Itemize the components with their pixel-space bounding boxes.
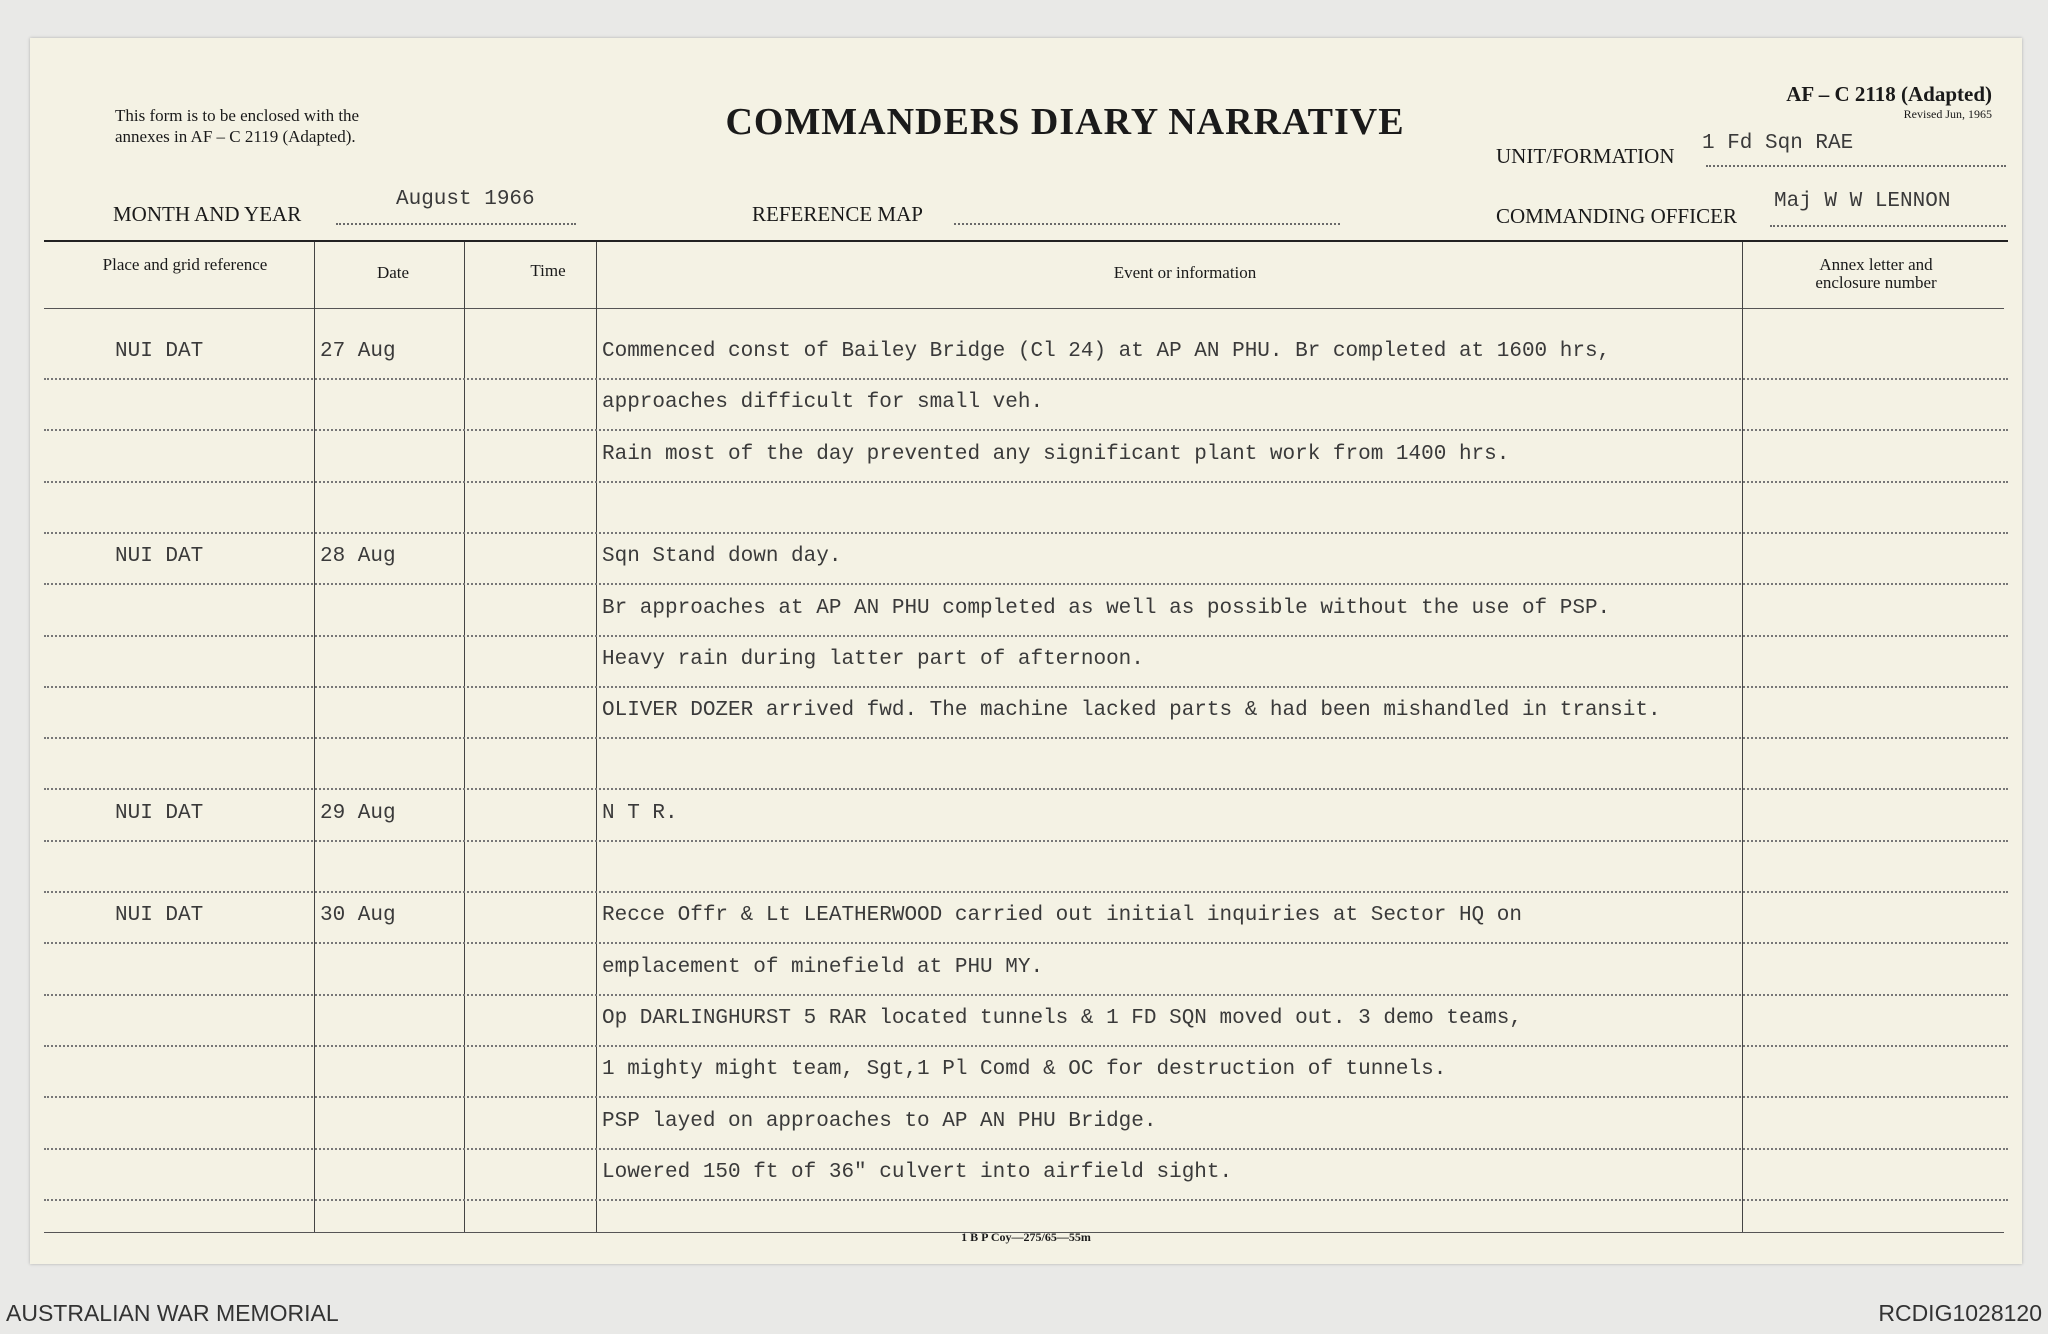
row-event-cell: OLIVER DOZER arrived fwd. The machine lacked parts & had been mishandled in transit. xyxy=(602,699,1661,723)
row-rule xyxy=(44,788,2008,790)
row-place-cell: NUI DAT xyxy=(115,545,204,569)
row-rule xyxy=(44,1045,2008,1047)
unit-formation-label: UNIT/FORMATION xyxy=(1496,144,1675,168)
column-header-date: Date xyxy=(376,263,410,282)
row-rule xyxy=(44,840,2008,842)
row-event-cell: 1 mighty might team, Sgt,1 Pl Comd & OC for destruction of tunnels. xyxy=(602,1058,1447,1082)
row-rule xyxy=(44,737,2008,739)
row-date-cell: 28 Aug xyxy=(320,545,396,569)
column-header-event: Event or information xyxy=(1113,263,1257,282)
row-event-cell: Br approaches at AP AN PHU completed as well as possible without the use of PSP. xyxy=(602,596,1611,620)
reference-map-label: REFERENCE MAP xyxy=(752,202,923,226)
enclosure-note xyxy=(115,105,359,147)
row-date-cell: 30 Aug xyxy=(320,904,396,928)
row-event-cell: Recce Offr & Lt LEATHERWOOD carried out initial inquiries at Sector HQ on xyxy=(602,904,1522,928)
diary-form-sheet xyxy=(30,38,2022,1264)
month-year-label: MONTH AND YEAR xyxy=(113,202,302,226)
table-top-rule xyxy=(44,240,2008,242)
row-event-cell: PSP layed on approaches to AP AN PHU Bridge. xyxy=(602,1109,1157,1133)
row-event-cell: Lowered 150 ft of 36" culvert into airfield sight. xyxy=(602,1160,1233,1184)
column-header-annex: Annex letter and enclosure number xyxy=(1815,255,1937,292)
row-rule xyxy=(44,583,2008,585)
form-title: COMMANDERS DIARY NARRATIVE xyxy=(725,101,1405,143)
enclosure-note-line1: This form is to be enclosed with the xyxy=(115,106,360,125)
row-event-cell: Op DARLINGHURST 5 RAR located tunnels & 1 FD SQN moved out. 3 demo teams, xyxy=(602,1006,1522,1030)
printer-mark: 1 B P Coy—275/65—55m xyxy=(961,1230,1091,1244)
commanding-officer-dotline xyxy=(1770,223,2006,227)
row-rule xyxy=(44,942,2008,944)
commanding-officer-label: COMMANDING OFFICER xyxy=(1496,204,1737,228)
unit-formation-value: 1 Fd Sqn RAE xyxy=(1702,132,1854,155)
row-event-cell: Sqn Stand down day. xyxy=(602,545,842,569)
row-rule xyxy=(44,1096,2008,1098)
row-rule xyxy=(44,686,2008,688)
archive-caption-right: RCDIG1028120 xyxy=(1878,1300,2042,1326)
archive-caption-left: AUSTRALIAN WAR MEMORIAL xyxy=(6,1300,339,1326)
month-year-value: August 1966 xyxy=(396,188,535,211)
enclosure-note-line2: annexes in AF – C 2119 (Adapted). xyxy=(115,127,356,146)
form-number: AF – C 2118 (Adapted) xyxy=(1786,82,1992,106)
row-rule xyxy=(44,429,2008,431)
row-place-cell: NUI DAT xyxy=(115,801,204,825)
row-event-cell: approaches difficult for small veh. xyxy=(602,391,1044,415)
row-rule xyxy=(44,1148,2008,1150)
month-year-dotline xyxy=(336,221,576,225)
row-event-cell: N T R. xyxy=(602,801,678,825)
row-rule xyxy=(44,635,2008,637)
row-rule xyxy=(44,532,2008,534)
row-date-cell: 29 Aug xyxy=(320,801,396,825)
header-underline xyxy=(44,308,2004,309)
row-date-cell: 27 Aug xyxy=(320,340,396,363)
row-event-cell: emplacement of minefield at PHU MY. xyxy=(602,955,1044,979)
unit-formation-dotline xyxy=(1706,163,2006,167)
row-rule xyxy=(44,891,2008,893)
row-rule xyxy=(44,994,2008,996)
revised-date: Revised Jun, 1965 xyxy=(1903,107,1992,121)
commanding-officer-value: Maj W W LENNON xyxy=(1774,190,1951,213)
reference-map-dotline xyxy=(954,221,1340,225)
row-rule xyxy=(44,378,2008,380)
row-rule xyxy=(44,481,2008,483)
column-header-place: Place and grid reference xyxy=(102,255,268,274)
row-event-cell: Heavy rain during latter part of afternoon. xyxy=(602,647,1144,671)
column-header-time: Time xyxy=(530,261,566,280)
row-event-cell: Rain most of the day prevented any significant plant work from 1400 hrs. xyxy=(602,442,1510,466)
row-rule xyxy=(44,1199,2008,1201)
row-place-cell: NUI DAT xyxy=(115,340,204,363)
row-place-cell: NUI DAT xyxy=(115,904,204,928)
row-event-cell: Commenced const of Bailey Bridge (Cl 24) at AP AN PHU. Br completed at 1600 hrs, xyxy=(602,340,1611,363)
